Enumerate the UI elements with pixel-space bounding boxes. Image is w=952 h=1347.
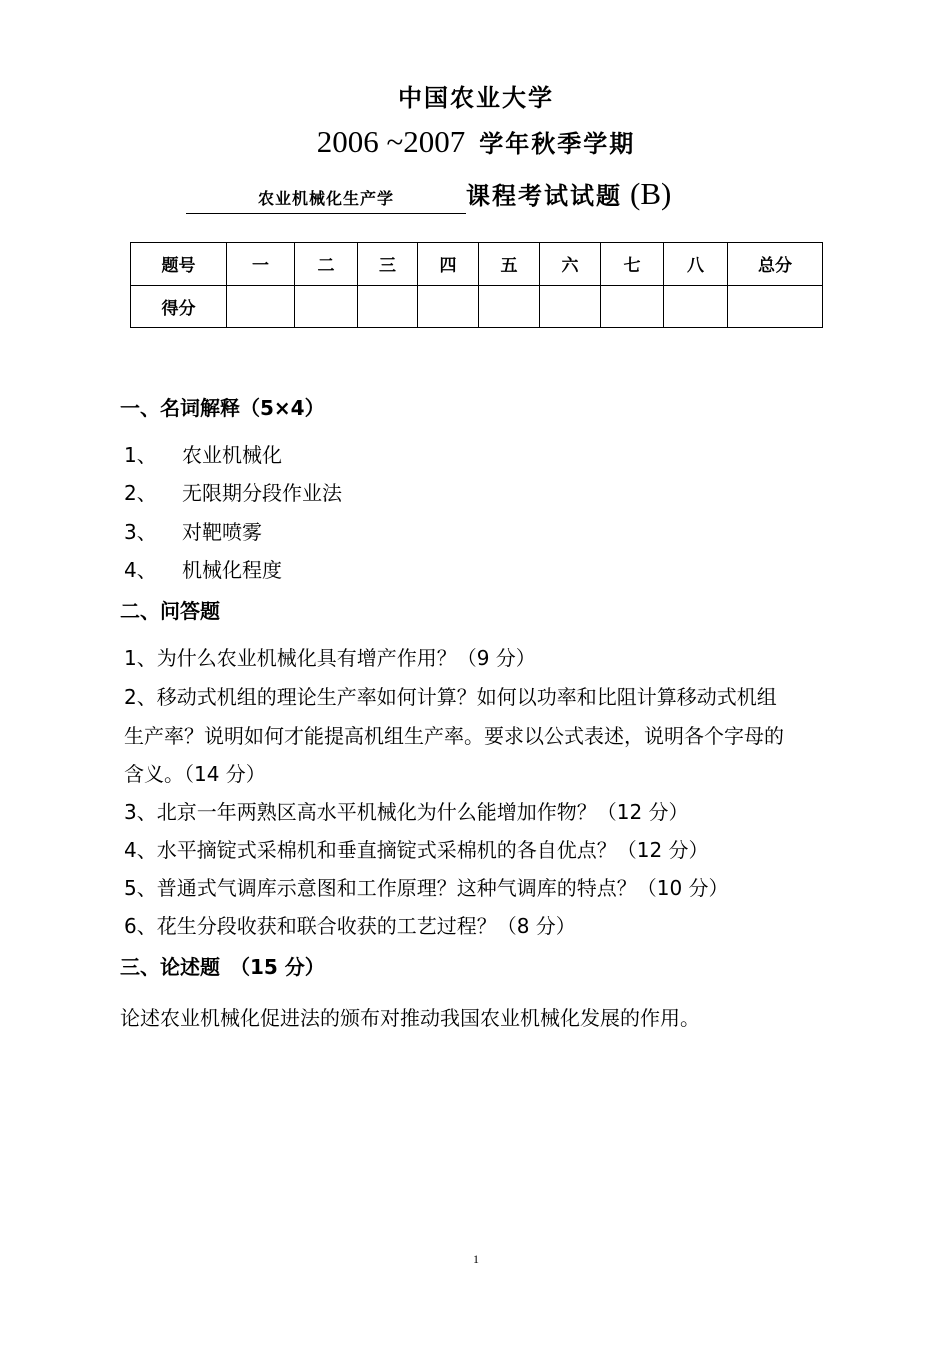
question-2-line: 2、移动式机组的理论生产率如何计算？如何以功率和比阻计算移动式机组 <box>124 685 777 709</box>
question-6: 6、花生分段收获和联合收获的工艺过程？（8 分） <box>124 914 576 938</box>
item-text: 对靶喷雾 <box>182 520 262 544</box>
section3-title: 三、论述题 （15 分） <box>120 955 325 979</box>
list-item <box>124 439 282 468</box>
table-header-cell: 七 <box>601 243 664 286</box>
table-header-cell: 二 <box>295 243 358 286</box>
table-header-cell: 三 <box>358 243 418 286</box>
table-header-cell: 六 <box>540 243 601 286</box>
score-row-label: 得分 <box>131 285 227 328</box>
score-cell <box>295 285 358 328</box>
item-text: 农业机械化 <box>182 443 282 467</box>
list-item <box>124 516 262 545</box>
term-line <box>0 124 952 160</box>
academic-year: 2006 ~2007 <box>316 124 466 159</box>
score-cell <box>358 285 418 328</box>
exam-label: 课程考试试题 <box>466 182 622 210</box>
item-number: 3、 <box>124 520 157 544</box>
table-header-cell: 总分 <box>728 243 823 286</box>
university-title: 中国农业大学 <box>398 84 554 112</box>
table-header-cell: 一 <box>227 243 295 286</box>
paper-code: (B) <box>630 176 672 211</box>
list-item <box>124 477 342 506</box>
table-header-cell: 八 <box>664 243 728 286</box>
score-cell <box>664 285 728 328</box>
question-2-line: 生产率？说明如何才能提高机组生产率。要求以公式表述，说明各个字母的 <box>124 724 784 748</box>
score-row <box>131 285 823 328</box>
course-line <box>186 176 671 214</box>
question-1: 1、为什么农业机械化具有增产作用？（9 分） <box>124 646 536 670</box>
score-cell <box>601 285 664 328</box>
item-number: 1、 <box>124 443 157 467</box>
term-label: 学年秋季学期 <box>479 130 636 158</box>
question-4: 4、水平摘锭式采棉机和垂直摘锭式采棉机的各自优点？（12 分） <box>124 838 709 862</box>
item-number: 2、 <box>124 481 157 505</box>
item-text: 无限期分段作业法 <box>182 481 342 505</box>
table-header-cell: 五 <box>479 243 540 286</box>
list-item <box>124 554 282 583</box>
section2-title: 二、问答题 <box>120 599 220 623</box>
question-5: 5、普通式气调库示意图和工作原理？这种气调库的特点？（10 分） <box>124 876 729 900</box>
item-number: 4、 <box>124 558 157 582</box>
score-table <box>130 242 823 328</box>
section1-title: 一、名词解释（5×4） <box>120 396 325 420</box>
page-number: 1 <box>473 1252 479 1266</box>
score-cell <box>418 285 479 328</box>
table-header-cell: 四 <box>418 243 479 286</box>
score-cell <box>540 285 601 328</box>
table-header-cell: 题号 <box>131 243 227 286</box>
score-cell <box>479 285 540 328</box>
table-header-row <box>131 243 823 286</box>
question-2-line: 含义。（14 分） <box>124 762 266 786</box>
score-cell <box>728 285 823 328</box>
essay-question: 论述农业机械化促进法的颁布对推动我国农业机械化发展的作用。 <box>120 1006 700 1030</box>
score-cell <box>227 285 295 328</box>
question-3: 3、北京一年两熟区高水平机械化为什么能增加作物？（12 分） <box>124 800 689 824</box>
item-text: 机械化程度 <box>182 558 282 582</box>
course-name: 农业机械化生产学 <box>186 186 466 214</box>
